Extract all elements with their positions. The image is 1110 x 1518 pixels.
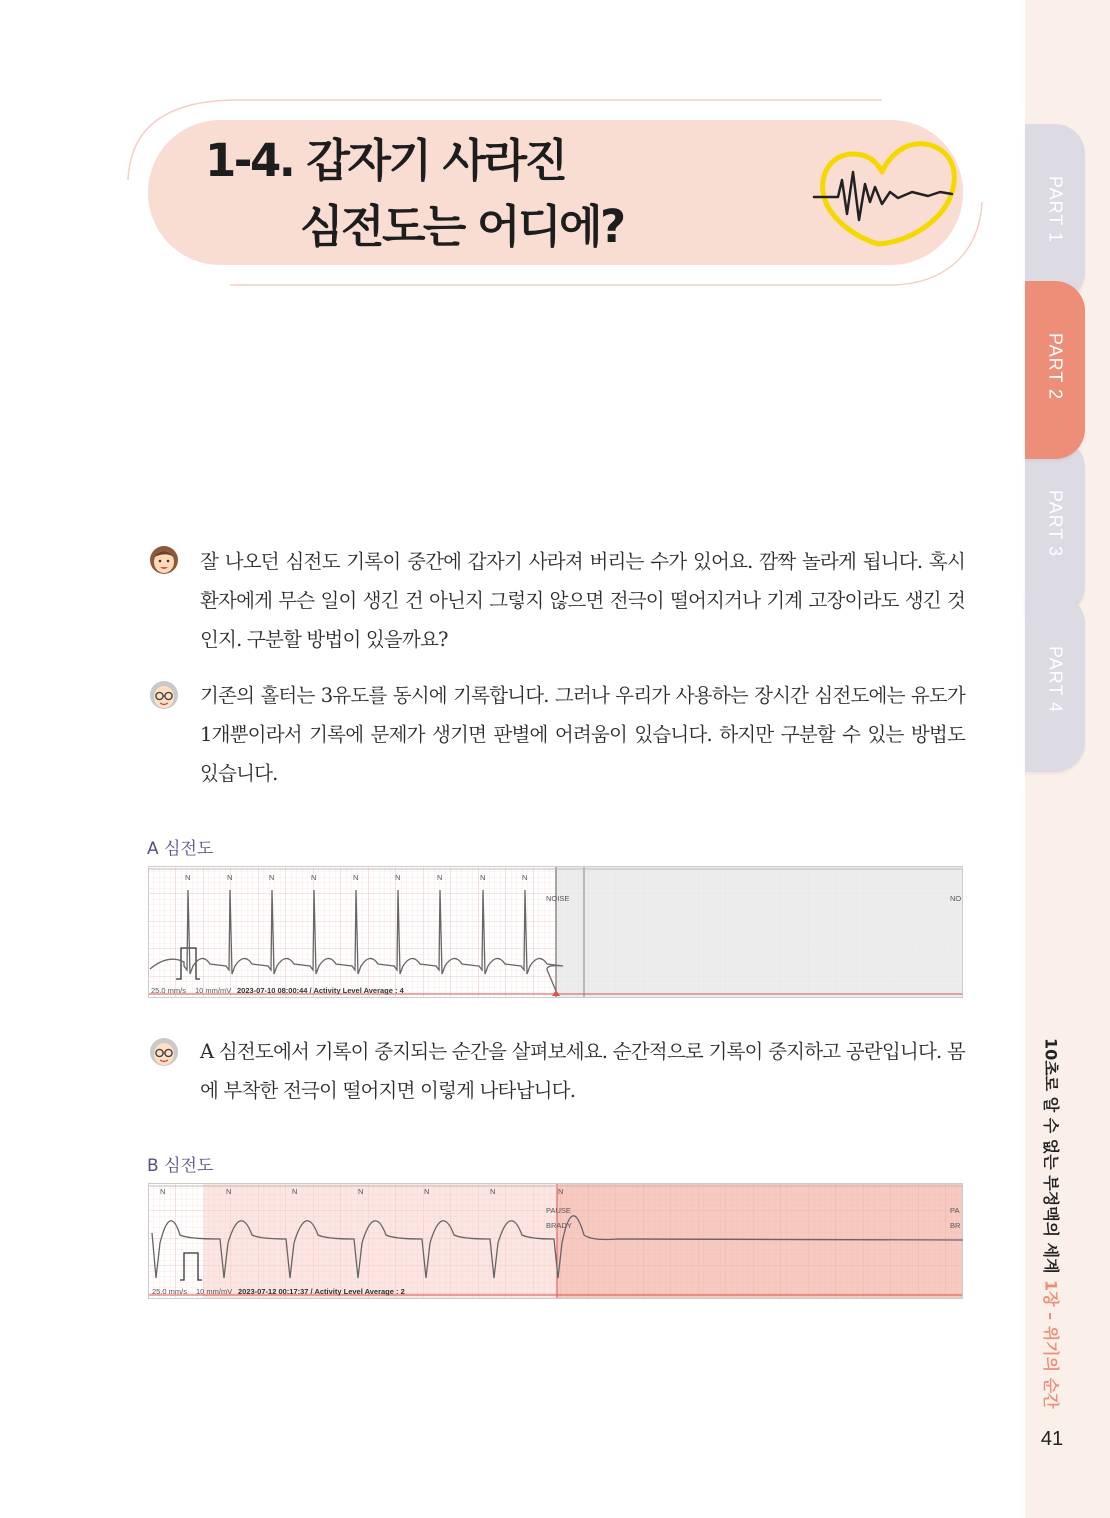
beat-mark: N [226, 1187, 232, 1196]
dialogue-doctor-2: A 심전도에서 기록이 중지되는 순간을 살펴보세요. 순간적으로 기록이 중지하고 공란입니다. 몸에 부착한 전극이 떨어지면 이렇게 나타납니다. [200, 1040, 965, 1102]
pause-event-label-cut: PA [950, 1206, 960, 1215]
dialogue-nurse-1: 잘 나오던 심전도 기록이 중간에 갑자기 사라져 버리는 수가 있어요. 깜짝 놀라게 됩니다. 혹시 환자에게 무슨 일이 생긴 건 아닌지 그렇지 않으면 전극이 떨어지거나 기계 고장이라도 생긴 것인지. 구분할 방법이 있을까요? [200, 550, 965, 651]
beat-mark: N [480, 873, 486, 882]
ecg-a-label: A 심전도 [147, 839, 214, 859]
ecg-a-strip [148, 866, 963, 998]
tab-part-3[interactable] [1025, 438, 1085, 616]
noise-region [556, 866, 963, 998]
beat-mark: N [292, 1187, 298, 1196]
ecg-b-info: 2023-07-12 00:17:37 / Activity Level Average : 2 [238, 1287, 405, 1296]
beat-mark: N [395, 873, 401, 882]
chapter-title: 1장 – 위기의 순간 [1041, 1280, 1061, 1409]
tab-part-2[interactable] [1025, 281, 1085, 459]
beat-mark: N [160, 1187, 166, 1196]
tab-label: PART 1 [1045, 176, 1066, 244]
beat-mark: N [437, 873, 443, 882]
ecg-a-gain: 10 mm/mV [195, 986, 232, 995]
ecg-b-speed: 25.0 mm/s [152, 1287, 188, 1296]
noise-event-label-cut: NO [950, 894, 962, 903]
beat-mark: N [185, 873, 191, 882]
beat-mark: N [490, 1187, 496, 1196]
doctor-avatar-icon [148, 678, 180, 712]
beat-mark: N [358, 1187, 364, 1196]
tab-label: PART 2 [1045, 333, 1066, 401]
tab-label: PART 3 [1045, 490, 1066, 558]
tab-part-4[interactable] [1025, 594, 1085, 772]
brady-event-label-cut: BR [950, 1221, 961, 1230]
brady-event-label: BRADY [546, 1221, 572, 1230]
tab-part-1[interactable] [1025, 124, 1085, 302]
pause-region [557, 1183, 963, 1299]
ecg-b-gain: 10 mm/mV [196, 1287, 233, 1296]
beat-mark: N [227, 873, 233, 882]
tab-label: PART 4 [1045, 646, 1066, 714]
page-number: 41 [1040, 1428, 1064, 1450]
beat-mark: N [311, 873, 317, 882]
book-title: 10초로 알 수 없는 부정맥의 세계 [1041, 1038, 1061, 1274]
beat-mark: N [424, 1187, 430, 1196]
beat-mark: N [558, 1187, 564, 1196]
nurse-avatar-icon [148, 543, 180, 577]
ecg-a-speed: 25.0 mm/s [151, 986, 187, 995]
beat-mark: N [269, 873, 275, 882]
dialogue-doctor-1: 기존의 홀터는 3유도를 동시에 기록합니다. 그러나 우리가 사용하는 장시간 심전도에는 유도가 1개뿐이라서 기록에 문제가 생기면 판별에 어려움이 있습니다. 하지만 구분할 수 있는 방법도 있습니다. [200, 684, 965, 785]
page-title [205, 128, 624, 260]
highlight-region [204, 1183, 557, 1299]
title-line-2: 심전도는 어디에? [300, 200, 624, 253]
ecg-b-strip [148, 1183, 963, 1299]
ecg-b-label: B 심전도 [147, 1156, 214, 1176]
noise-event-label: NOISE [546, 894, 570, 903]
beat-mark: N [522, 873, 528, 882]
title-line-1: 1-4. 갑자기 사라진 [205, 134, 566, 187]
doctor-avatar-icon [148, 1035, 180, 1069]
ecg-a-info: 2023-07-10 08:00:44 / Activity Level Average : 4 [237, 986, 404, 995]
pause-event-label: PAUSE [546, 1206, 571, 1215]
beat-mark: N [353, 873, 359, 882]
